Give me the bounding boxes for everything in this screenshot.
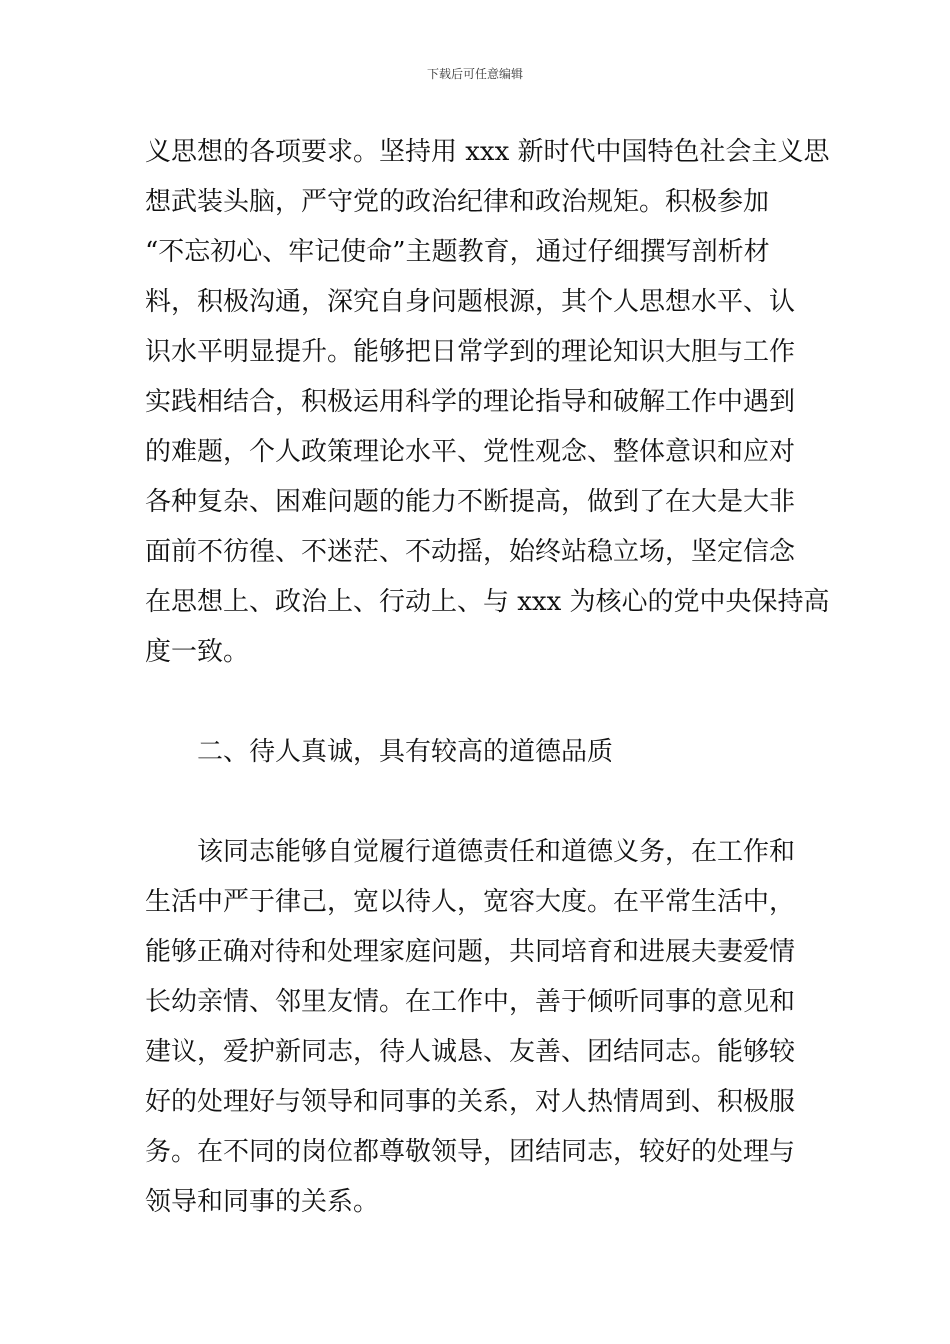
text-line: 生活中严于律己，宽以待人，宽容大度。在平常生活中， [145, 887, 796, 917]
section-heading: 二、待人真诚，具有较高的道德品质 [197, 737, 614, 767]
text-line: 领导和同事的关系。 [145, 1187, 380, 1217]
text-line: 能够正确对待和处理家庭问题，共同培育和进展夫妻爱情 [145, 937, 796, 967]
page-header: 下载后可任意编辑 [426, 67, 523, 81]
text-line: 的难题，个人政策理论水平、党性观念、整体意识和应对 [145, 437, 796, 467]
text-line: 面前不彷徨、不迷茫、不动摇，始终站稳立场，坚定信念 [145, 537, 796, 567]
text-line: 识水平明显提升。能够把日常学到的理论知识大胆与工作 [145, 337, 796, 367]
text-line: 长幼亲情、邻里友情。在工作中，善于倾听同事的意见和 [145, 987, 796, 1017]
paragraph-spacer [145, 677, 807, 727]
text-line: 义思想的各项要求。坚持用 xxx 新时代中国特色社会主义思 [145, 137, 830, 167]
document-body [145, 127, 830, 1227]
text-line: 想武装头脑，严守党的政治纪律和政治规矩。积极参加 [145, 187, 770, 217]
paragraph-spacer [145, 777, 807, 827]
text-line: “不忘初心、牢记使命”主题教育，通过仔细撰写剖析材 [145, 237, 770, 267]
text-line: 在思想上、政治上、行动上、与 xxx 为核心的党中央保持高 [145, 587, 830, 617]
text-line: 该同志能够自觉履行道德责任和道德义务，在工作和 [197, 837, 796, 867]
text-line: 实践相结合，积极运用科学的理论指导和破解工作中遇到 [145, 387, 796, 417]
text-line: 建议，爱护新同志，待人诚恳、友善、团结同志。能够较 [145, 1037, 796, 1067]
text-line: 料，积极沟通，深究自身问题根源，其个人思想水平、认 [145, 287, 796, 317]
paragraph-1 [145, 127, 830, 677]
text-line: 各种复杂、困难问题的能力不断提高，做到了在大是大非 [145, 487, 796, 517]
text-line: 度一致。 [145, 637, 250, 667]
text-line: 好的处理好与领导和同事的关系，对人热情周到、积极服 [145, 1087, 796, 1117]
text-line: 务。在不同的岗位都尊敬领导，团结同志，较好的处理与 [145, 1137, 796, 1167]
paragraph-2 [145, 827, 807, 1227]
